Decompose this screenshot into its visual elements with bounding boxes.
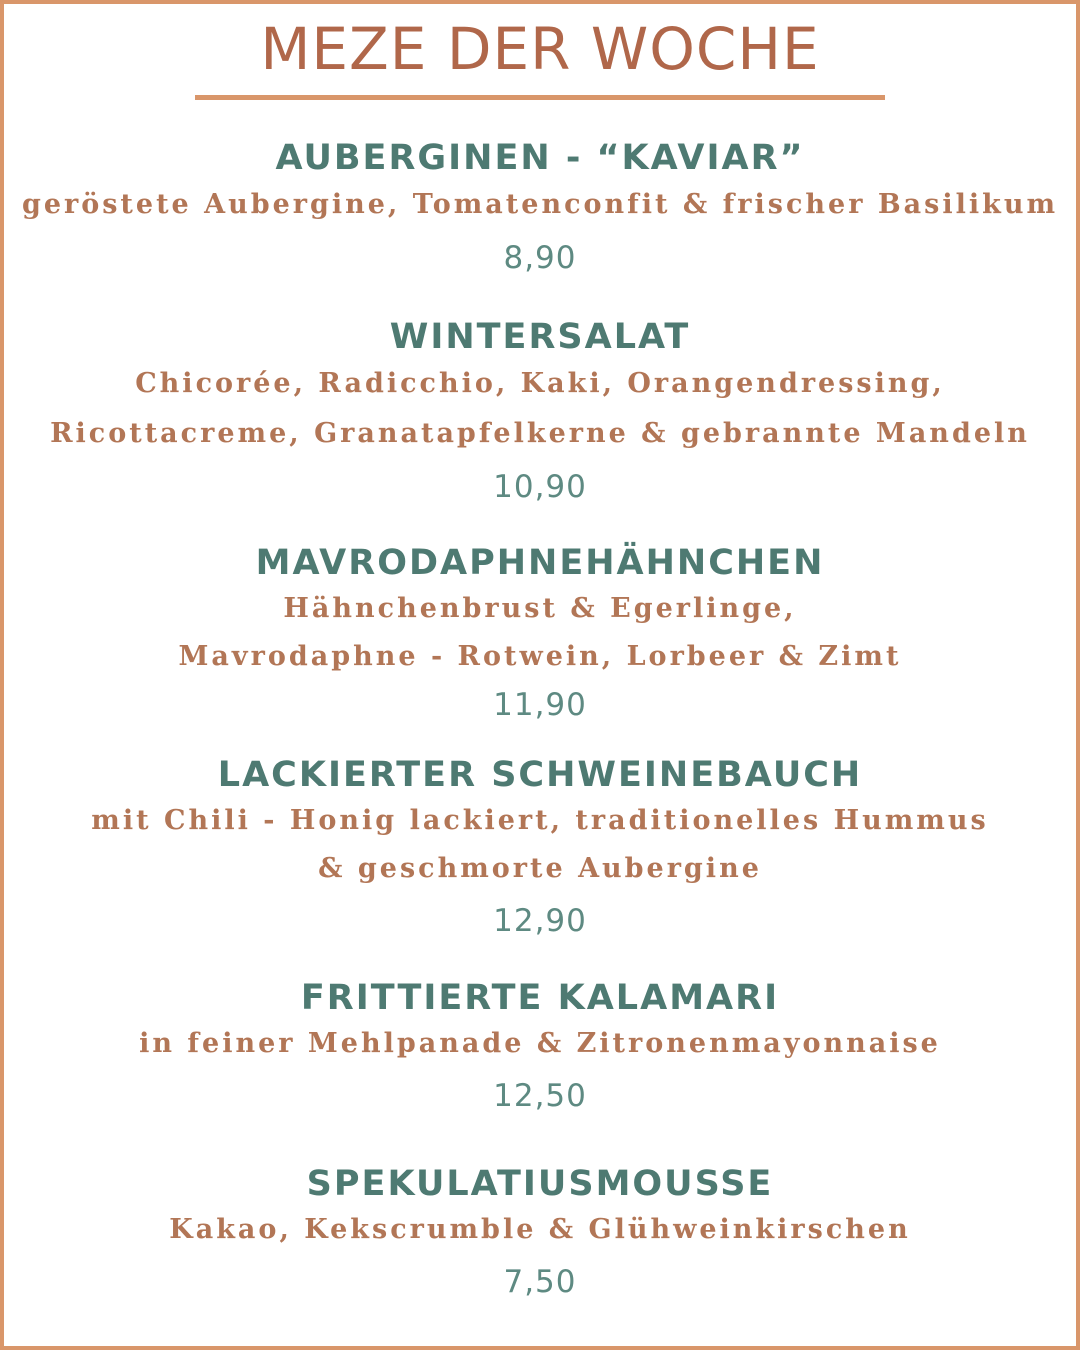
menu-item bbox=[0, 753, 1080, 949]
dish-description: & geschmorte Aubergine bbox=[318, 853, 762, 884]
menu-item bbox=[0, 541, 1080, 729]
dish-name: WINTERSALAT bbox=[389, 317, 691, 357]
dish-name: LACKIERTER SCHWEINEBAUCH bbox=[217, 755, 863, 795]
dish-name: MAVRODAPHNEHÄHNCHEN bbox=[255, 543, 825, 583]
dish-description: in feiner Mehlpanade & Zitronenmayonnaise bbox=[139, 1028, 941, 1059]
dish-description: Chicorée, Radicchio, Kaki, Orangendressing, bbox=[135, 368, 945, 399]
title-underline bbox=[195, 95, 885, 100]
dish-price: 12,90 bbox=[493, 903, 587, 939]
dish-price: 10,90 bbox=[493, 469, 587, 505]
dish-name: AUBERGINEN - “KAVIAR” bbox=[275, 138, 805, 178]
menu-item bbox=[0, 1162, 1080, 1310]
menu-item bbox=[0, 315, 1080, 515]
dish-description: Hähnchenbrust & Egerlinge, bbox=[283, 593, 797, 624]
dish-name: SPEKULATIUSMOUSSE bbox=[306, 1164, 774, 1204]
dish-price: 11,90 bbox=[493, 687, 587, 723]
dish-description: Kakao, Kekscrumble & Glühweinkirschen bbox=[169, 1214, 911, 1245]
dish-name: FRITTIERTE KALAMARI bbox=[300, 978, 780, 1018]
dish-price: 8,90 bbox=[503, 240, 577, 276]
menu-title: MEZE DER WOCHE bbox=[260, 15, 820, 83]
dish-description: mit Chili - Honig lackiert, traditionelles Hummus bbox=[91, 805, 989, 836]
dish-description: Mavrodaphne - Rotwein, Lorbeer & Zimt bbox=[178, 641, 902, 672]
dish-price: 12,50 bbox=[493, 1078, 587, 1114]
dish-description: Ricottacreme, Granatapfelkerne & gebrannte Mandeln bbox=[50, 418, 1030, 449]
dish-price: 7,50 bbox=[503, 1264, 577, 1300]
menu-item bbox=[0, 976, 1080, 1124]
dish-description: geröstete Aubergine, Tomatenconfit & frischer Basilikum bbox=[21, 189, 1059, 220]
menu-item bbox=[0, 136, 1080, 286]
